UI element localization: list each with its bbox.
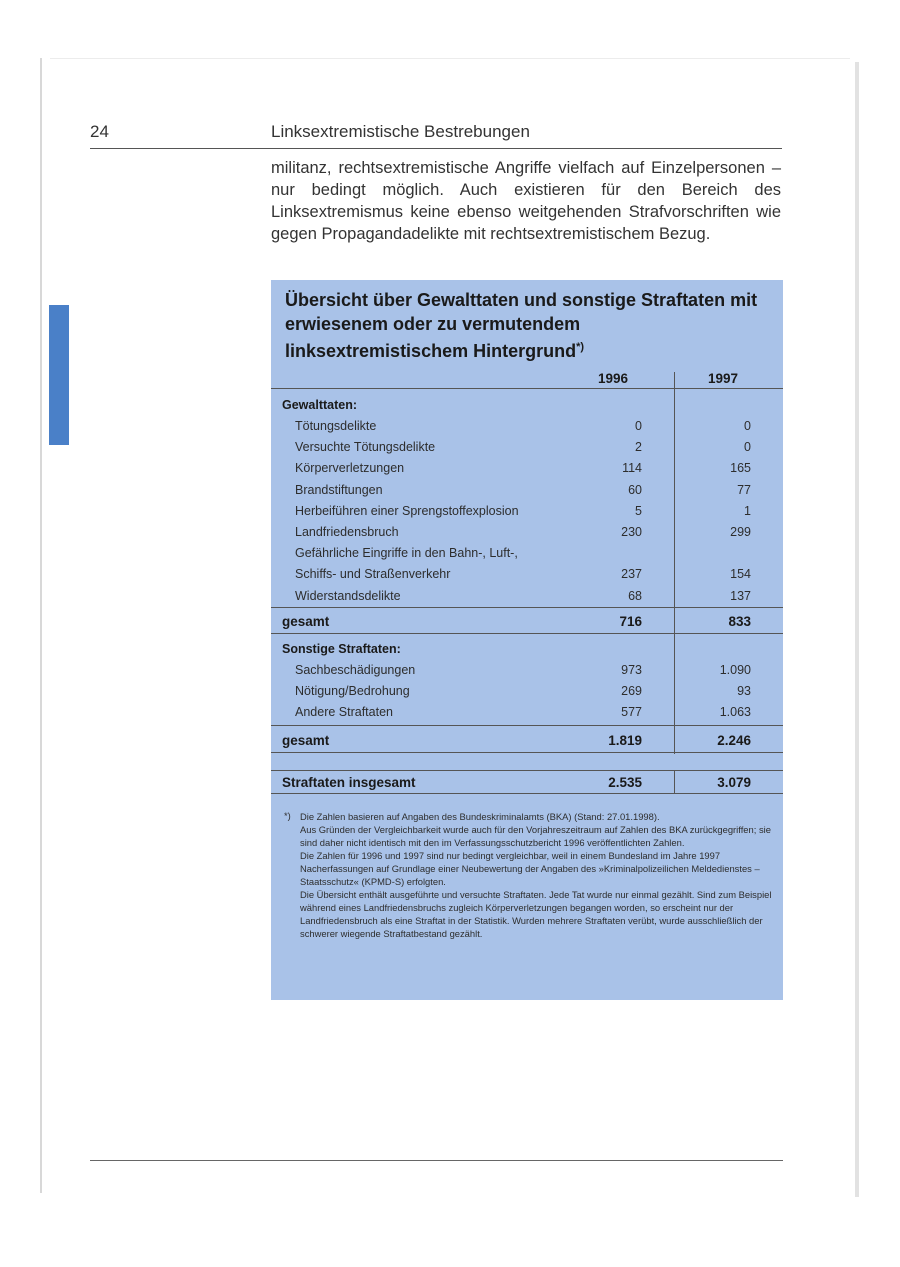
table-rule — [271, 793, 783, 794]
table-row-label: Versuchte Tötungsdelikte — [295, 440, 436, 455]
violent-total-row-value-1997: 833 — [728, 614, 751, 629]
table-row-value-1997: 137 — [730, 588, 751, 603]
table-row-label: Landfriedensbruch — [295, 525, 399, 539]
violent-total-row-value-1996: 716 — [619, 614, 642, 629]
footnote-marker: *) — [284, 810, 291, 821]
table-header-rule — [271, 388, 783, 389]
table-row-label: Herbeiführen einer Sprengstoffexplosion — [295, 503, 519, 518]
table-rule — [271, 633, 783, 634]
table-rule — [271, 770, 783, 771]
chapter-marker-tab — [49, 305, 69, 445]
table-row-value-1996: 114 — [622, 461, 642, 476]
table-row-label: Schiffs- und Straßenverkehr — [295, 567, 451, 582]
table-row-label: Widerstandsdelikte — [295, 588, 401, 603]
other-total-row-label: gesamt — [282, 733, 330, 748]
table-rule — [271, 725, 783, 726]
table-rule — [271, 752, 783, 753]
table-row-value-1996: 5 — [635, 503, 642, 518]
table-row-value-1997: 93 — [737, 684, 751, 699]
footnote-paragraph: Aus Gründen der Vergleichbarkeit wurde auch für den Vorjahreszeitraum auf Zahlen des BKA zurückgegriffen; sie sind daher nicht identisch mit den im Verfassungsschutzbericht 1996 veröffentlichten Zahlen. — [300, 824, 771, 848]
table-row-label: Sachbeschädigungen — [295, 663, 416, 677]
table-row-value-1997: 154 — [730, 567, 751, 582]
table-row-label: Brandstiftungen — [295, 482, 383, 497]
footnote-paragraph: Die Übersicht enthält ausgeführte und versuchte Straftaten. Jede Tat wurde nur einmal gezählt. Sind zum Beispiel während eines Landfriedensbruchs zugleich Körperverletzungen begangen worden, so erscheint nur der Landfriedensbruch als eine Straftat in der Statistik. Wurden mehrere Straftaten verübt, wurde ausschließlich der schwerer wiegende Straftatbestand gezählt. — [300, 889, 772, 939]
table-title-text: Übersicht über Gewalttaten und sonstige Straftaten mit erwiesenem oder zu vermutendem linksextremistischem Hintergrund — [285, 290, 758, 361]
other-total-row-value-1996: 1.819 — [608, 733, 642, 748]
table-row-value-1996: 68 — [628, 588, 642, 603]
running-header-title: Linksextremistische Bestrebungen — [271, 122, 530, 141]
table-row-value-1997: 1.090 — [719, 663, 751, 677]
table-row-value-1996: 269 — [621, 684, 642, 699]
table-row-value-1996: 973 — [621, 663, 642, 677]
table-row-label: Nötigung/Bedrohung — [295, 684, 410, 699]
page-left-edge — [40, 58, 42, 1193]
grand-total-row-label: Straftaten insgesamt — [282, 775, 416, 790]
page-right-edge — [855, 62, 859, 1197]
table-rule — [271, 607, 783, 608]
table-row-value-1996: 2 — [635, 440, 642, 455]
table-row-value-1997: 165 — [730, 461, 751, 476]
table-row-label: Andere Straftaten — [295, 705, 393, 720]
table-row-value-1996: 577 — [621, 705, 642, 720]
intro-paragraph: militanz, rechtsextremistische Angriffe vielfach auf Einzelpersonen – nur bedingt möglich. Auch existieren für den Bereich des Linksextremismus keine ebenso weitgehenden Strafvorschriften wie gegen Propagandadelikte mit rechtsextremistischem Bezug. — [271, 159, 781, 243]
table-row-value-1996: 60 — [628, 482, 642, 497]
grand-total-row-value-1997: 3.079 — [717, 775, 751, 790]
footer-rule — [90, 1160, 783, 1161]
page-top-edge — [50, 58, 850, 59]
table-row-value-1996: 0 — [635, 419, 642, 433]
table-row-label: Gefährliche Eingriffe in den Bahn-, Luft-, — [295, 546, 518, 561]
footnote-paragraph: Die Zahlen basieren auf Angaben des Bundeskriminalamts (BKA) (Stand: 27.01.1998). — [300, 811, 660, 822]
section-heading-violent: Gewalttaten: — [282, 398, 358, 412]
table-title-footnote-marker: *) — [576, 341, 585, 353]
violent-total-row-label: gesamt — [282, 614, 330, 629]
table-row-label: Körperverletzungen — [295, 461, 405, 476]
column-header-1997: 1997 — [708, 371, 739, 386]
table-row-value-1997: 1.063 — [719, 705, 751, 720]
table-row-value-1996: 230 — [621, 525, 642, 539]
page-number: 24 — [90, 122, 109, 141]
table-row-value-1997: 0 — [744, 440, 751, 455]
other-total-row-value-1997: 2.246 — [717, 733, 751, 748]
table-title — [285, 289, 765, 364]
table-row-value-1997: 77 — [737, 482, 751, 497]
table-row-value-1997: 299 — [730, 525, 751, 539]
column-header-1996: 1996 — [598, 371, 629, 386]
table-row-value-1997: 0 — [744, 419, 751, 433]
footnote-paragraph: Die Zahlen für 1996 und 1997 sind nur bedingt vergleichbar, weil in einem Bundesland im Jahre 1997 Nacherfassungen auf Grundlage einer Neubewertung der Angaben des »Kriminalpolizeilichen Meldedienstes – Staatsschutz« (KPMD-S) erfolgten. — [300, 850, 760, 887]
footnote — [300, 810, 772, 940]
table-row-label: Tötungsdelikte — [295, 419, 377, 433]
grand-total-row-value-1996: 2.535 — [608, 775, 642, 790]
section-heading-other: Sonstige Straftaten: — [282, 642, 401, 656]
table-row-value-1996: 237 — [621, 567, 642, 582]
header-rule — [90, 148, 782, 149]
table-row-value-1997: 1 — [744, 503, 751, 518]
